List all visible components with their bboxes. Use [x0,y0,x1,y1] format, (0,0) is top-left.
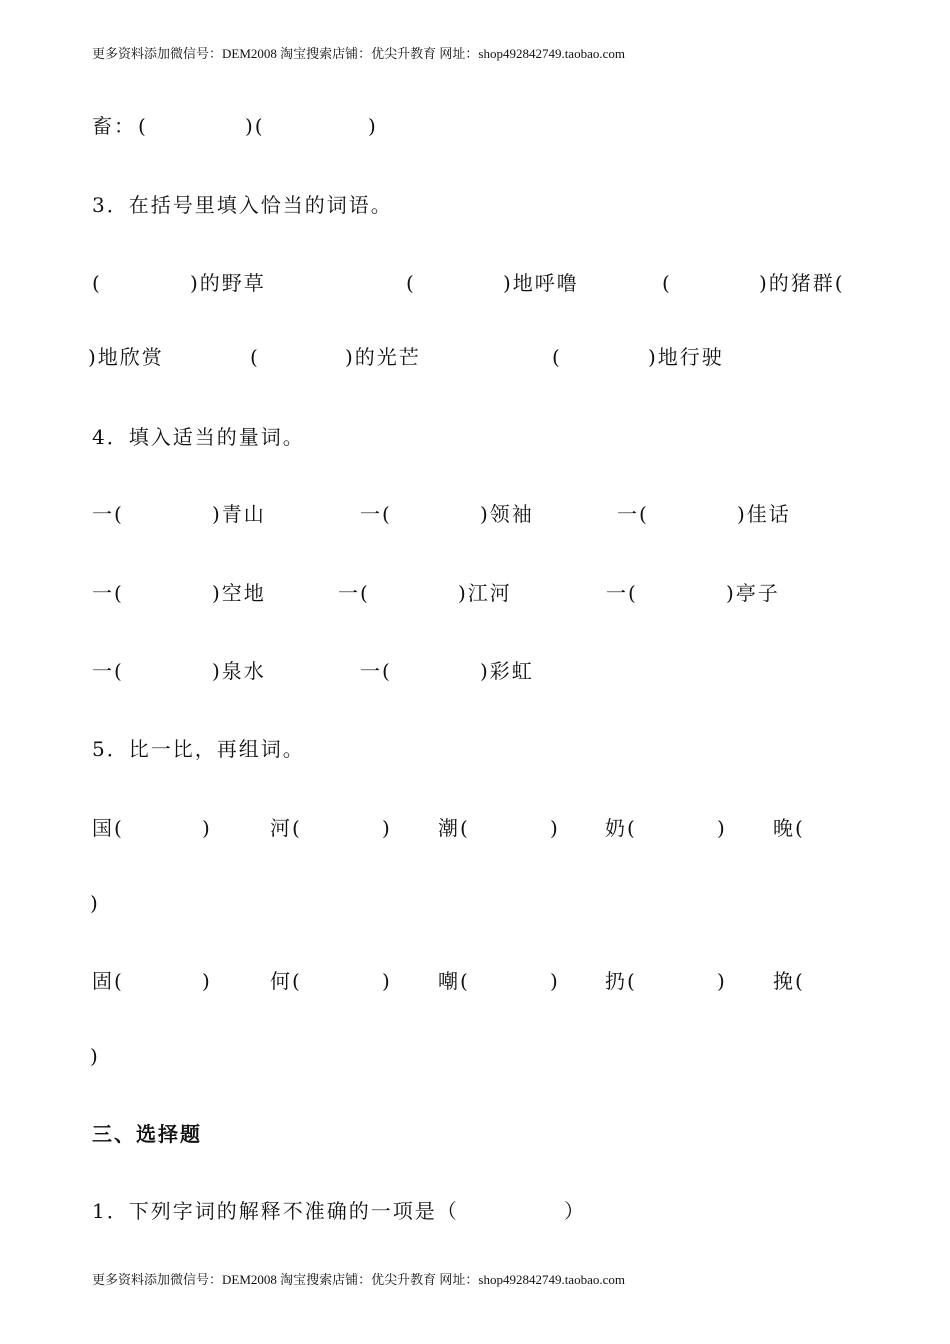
q4-item: 一( [617,502,649,526]
q5-item: ) [717,969,727,993]
q5-item: ) [202,969,212,993]
q3-item: )的光芒 [345,345,421,369]
q5-item: 晚( [773,816,805,840]
chu-blank-open: ( [138,114,148,138]
q5-item: 嘲( [438,969,470,993]
q3-item: )的野草 [190,271,266,295]
q5-item: ) [717,816,727,840]
q5-item: 河( [270,816,302,840]
q5-item: 何( [270,969,302,993]
q4-item: 一( [92,502,124,526]
q4-item: 一( [360,659,392,683]
q4-item: 一( [360,502,392,526]
q3-item: )地呼噜 [503,271,579,295]
section-title: 三、选择题 [92,1122,202,1146]
q3-item: ( [406,271,416,295]
q3-item: ( [92,271,102,295]
q5-item: 国( [92,816,124,840]
q4-title: 4．填入适当的量词。 [92,425,305,449]
q5-item: ) [202,816,212,840]
q4-item: )领袖 [480,502,534,526]
q4-item: 一( [92,659,124,683]
q5-item: ) [382,816,392,840]
q5-item: ) [550,816,560,840]
chu-blank-mid: )( [245,114,265,138]
q5-row2-tail: ) [90,1044,100,1068]
q5-item: 扔( [605,969,637,993]
q4-item: )江河 [458,581,512,605]
q5-item: 奶( [605,816,637,840]
q5-item: 潮( [438,816,470,840]
choice-q1-end: ） [564,1199,586,1223]
page-header: 更多资料添加微信号：DEM2008 淘宝搜索店铺：优尖升教育 网址：shop492842749.taobao.com [92,46,625,61]
q3-item: ( [552,345,562,369]
q4-item: )彩虹 [480,659,534,683]
q5-item: 固( [92,969,124,993]
q5-title: 5．比一比，再组词。 [92,737,305,761]
q4-item: )空地 [212,581,266,605]
q4-item: )青山 [212,502,266,526]
q4-item: )泉水 [212,659,266,683]
q3-item: ( [250,345,260,369]
q3-title: 3．在括号里填入恰当的词语。 [92,193,393,217]
q5-item: 挽( [773,969,805,993]
q4-item: 一( [606,581,638,605]
q4-item: 一( [338,581,370,605]
q3-item: )地欣赏 [88,345,164,369]
q3-item: )的猪群( [759,271,845,295]
q4-item: 一( [92,581,124,605]
chu-blank-close: ) [368,114,378,138]
q5-row1-tail: ) [90,891,100,915]
q3-item: )地行驶 [648,345,724,369]
q3-item: ( [662,271,672,295]
q4-item: )佳话 [737,502,791,526]
q5-item: ) [382,969,392,993]
choice-q1-text: 1．下列字词的解释不准确的一项是（ [92,1199,459,1223]
q4-item: )亭子 [726,581,780,605]
page-footer: 更多资料添加微信号：DEM2008 淘宝搜索店铺：优尖升教育 网址：shop492842749.taobao.com [92,1272,625,1287]
q5-item: ) [550,969,560,993]
chu-label: 畜： [92,114,136,138]
